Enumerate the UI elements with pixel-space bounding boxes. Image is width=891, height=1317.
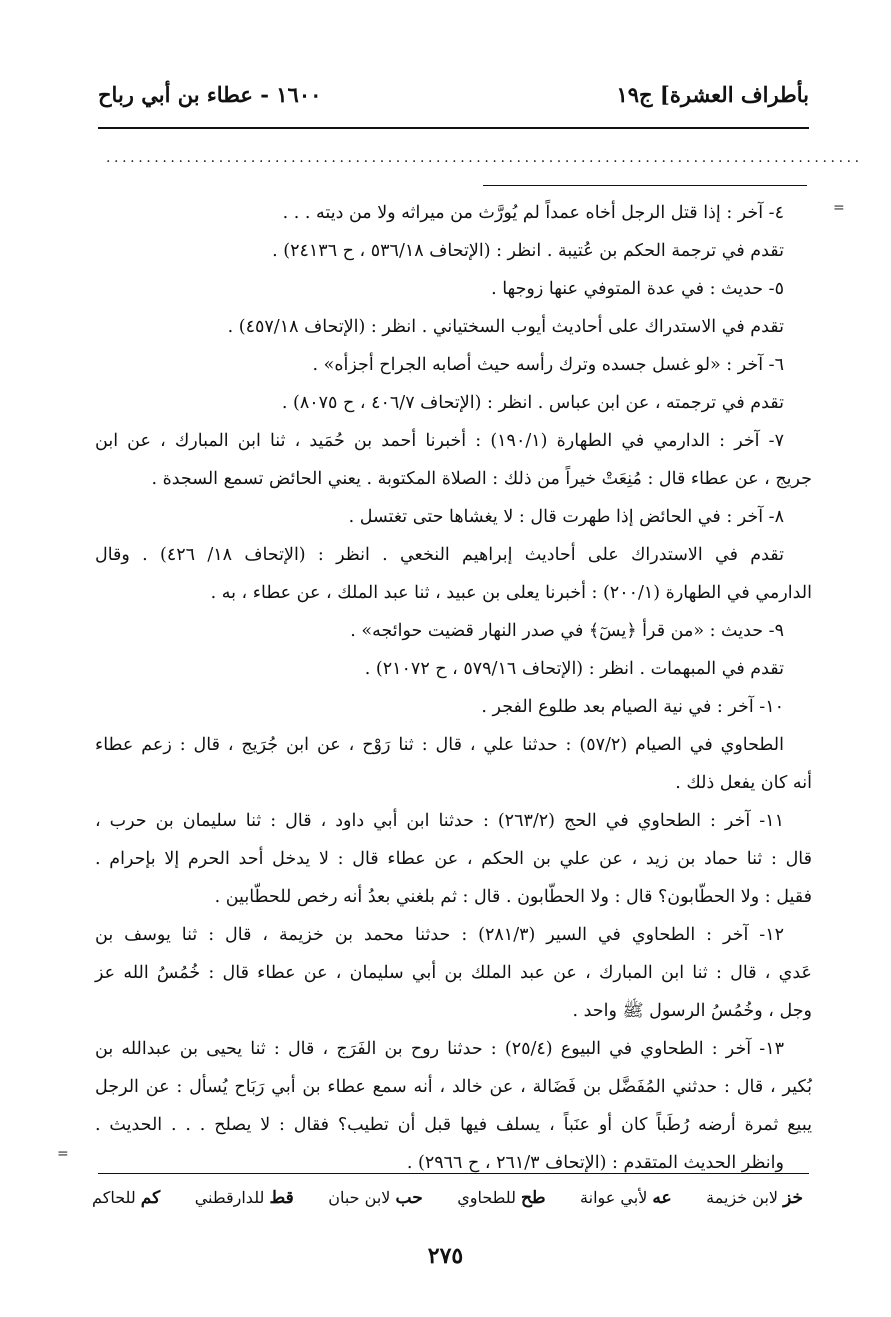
- text-line: تقدم في المبهمات . انظر : (الإتحاف ٥٧٩/١٦ ، ح ٢١٠٧٢) .: [364, 659, 784, 679]
- text-line: وانظر الحديث المتقدم : (الإتحاف ٢٦١/٣ ، ح ٢٩٦٦) .: [406, 1153, 784, 1173]
- footer-rule: [98, 1173, 809, 1174]
- abbreviation-item: [195, 1188, 294, 1208]
- text-line: ٦- آخر : «لو غسل جسده وترك رأسه حيث أصابه الجراح أجزأه» .: [312, 355, 784, 375]
- margin-mark-bottom: =: [57, 1146, 69, 1162]
- text-line: الدارمي في الطهارة (٢٠٠/١) : أخبرنا يعلى بن عبيد ، ثنا عبد الملك ، عن عطاء ، به .: [210, 583, 812, 603]
- text-line: ٧- آخر : الدارمي في الطهارة (١٩٠/١) : أخبرنا أحمد بن حُمَيد ، ثنا ابن المبارك ، عن ابن: [95, 431, 784, 451]
- abbreviation-item: [92, 1188, 160, 1208]
- abbreviation-name: للدارقطني: [194, 1188, 265, 1207]
- text-line: الطحاوي في الصيام (٥٧/٢) : حدثنا علي ، قال : ثنا رَوْح ، عن ابن جُرَيج ، قال : زعم عطاء: [95, 735, 784, 755]
- abbreviation-item: [328, 1188, 422, 1208]
- continuation-rule: [483, 185, 807, 186]
- abbreviation-code: خز: [783, 1188, 803, 1208]
- abbreviation-code: كم: [140, 1188, 161, 1208]
- text-line: ٨- آخر : في الحائض إذا طهرت قال : لا يغشاها حتى تغتسل .: [348, 507, 784, 527]
- text-line: فقيل : ولا الحطّابون؟ قال : ولا الحطّابون . قال : ثم بلغني بعدُ أنه رخص للحطّابين .: [214, 887, 812, 907]
- text-line: عَدي ، قال : ثنا ابن المبارك ، عن عبد الملك بن أبي سليمان ، عن عطاء قال : خُمُسُ الله عز: [95, 963, 812, 983]
- abbreviation-code: قط: [269, 1188, 294, 1208]
- body-text: [95, 194, 812, 1182]
- text-line: أنه كان يفعل ذلك .: [675, 773, 812, 793]
- text-line: ٤- آخر : إذا قتل الرجل أخاه عمداً لم يُورَّث من ميراثه ولا من ديته . . .: [282, 203, 784, 223]
- abbreviation-item: [580, 1188, 672, 1208]
- running-header: [98, 82, 809, 114]
- abbreviation-name: للحاكم: [92, 1188, 136, 1207]
- header-rule: [98, 127, 809, 129]
- text-line: قال : ثنا حماد بن زيد ، عن علي بن الحكم ، عن عطاء قال : لا يدخل أحد الحرم إلا بإحرام .: [95, 849, 812, 869]
- page-number: ٢٧٥: [427, 1243, 464, 1269]
- text-line: تقدم في الاستدراك على أحاديث أيوب السختياني . انظر : (الإتحاف ٤٥٧/١٨) .: [227, 317, 784, 337]
- abbreviation-item: [706, 1188, 803, 1208]
- abbreviation-name: لأبي عوانة: [580, 1188, 648, 1207]
- abbreviation-code: عه: [652, 1188, 672, 1208]
- text-line: يبيع ثمرة أرضه رُطَباً كان أو عنَباً ، يسلف فيها قبل أن تطيب؟ فقال : لا يصلح . . . الحديث .: [95, 1115, 812, 1135]
- abbreviation-name: لابن خزيمة: [706, 1188, 779, 1207]
- text-line: بُكير ، قال : حدثني المُفَضَّل بن فَضَالة ، عن خالد ، أنه سمع عطاء بن أبي رَبَاح يُسأل : عن الرجل: [95, 1077, 812, 1097]
- abbreviation-code: حب: [395, 1188, 423, 1208]
- abbreviation-legend: [92, 1188, 803, 1218]
- text-line: ١٢- آخر : الطحاوي في السير (٢٨١/٣) : حدثنا محمد بن خزيمة ، قال : ثنا يوسف بن: [95, 925, 785, 945]
- abbreviation-name: لابن حبان: [328, 1188, 391, 1207]
- abbreviation-item: [457, 1188, 545, 1208]
- margin-mark-top: =: [833, 200, 845, 216]
- text-line: ٥- حديث : في عدة المتوفي عنها زوجها .: [491, 279, 784, 299]
- text-line: تقدم في ترجمة الحكم بن عُتيبة . انظر : (الإتحاف ٥٣٦/١٨ ، ح ٢٤١٣٦) .: [272, 241, 784, 261]
- text-line: ١٠- آخر : في نية الصيام بعد طلوع الفجر .: [481, 697, 784, 717]
- text-line: تقدم في الاستدراك على أحاديث إبراهيم النخعي . انظر : (الإتحاف ١٨/ ٤٢٦) . وقال: [95, 545, 784, 565]
- text-line: جريج ، عن عطاء قال : مُنِعَتْ خيراً من ذلك : الصلاة المكتوبة . يعني الحائض تسمع السجدة .: [151, 469, 812, 489]
- text-line: تقدم في ترجمته ، عن ابن عباس . انظر : (الإتحاف ٤٠٦/٧ ، ح ٨٠٧٥) .: [281, 393, 784, 413]
- dot-leader: ..............................................................................................: [106, 150, 863, 166]
- text-line: ١١- آخر : الطحاوي في الحج (٢٦٣/٢) : حدثنا ابن أبي داود ، قال : ثنا سليمان بن حرب ،: [95, 811, 784, 831]
- book-title: بأطراف العشرة] ج١٩: [616, 82, 809, 107]
- abbreviation-name: للطحاوي: [457, 1188, 516, 1207]
- abbreviation-code: طح: [521, 1188, 546, 1208]
- text-line: ١٣- آخر : الطحاوي في البيوع (٢٥/٤) : حدثنا روح بن الفَرَج ، قال : ثنا يحيى بن عبدالله بن: [95, 1039, 784, 1059]
- text-line: ٩- حديث : «من قرأ ﴿يسٓ﴾ في صدر النهار قضيت حوائجه» .: [350, 621, 784, 641]
- text-line: وجل ، وخُمُسُ الرسول ﷺ واحد .: [572, 1001, 812, 1021]
- section-title: ١٦٠٠ - عطاء بن أبي رباح: [98, 82, 322, 107]
